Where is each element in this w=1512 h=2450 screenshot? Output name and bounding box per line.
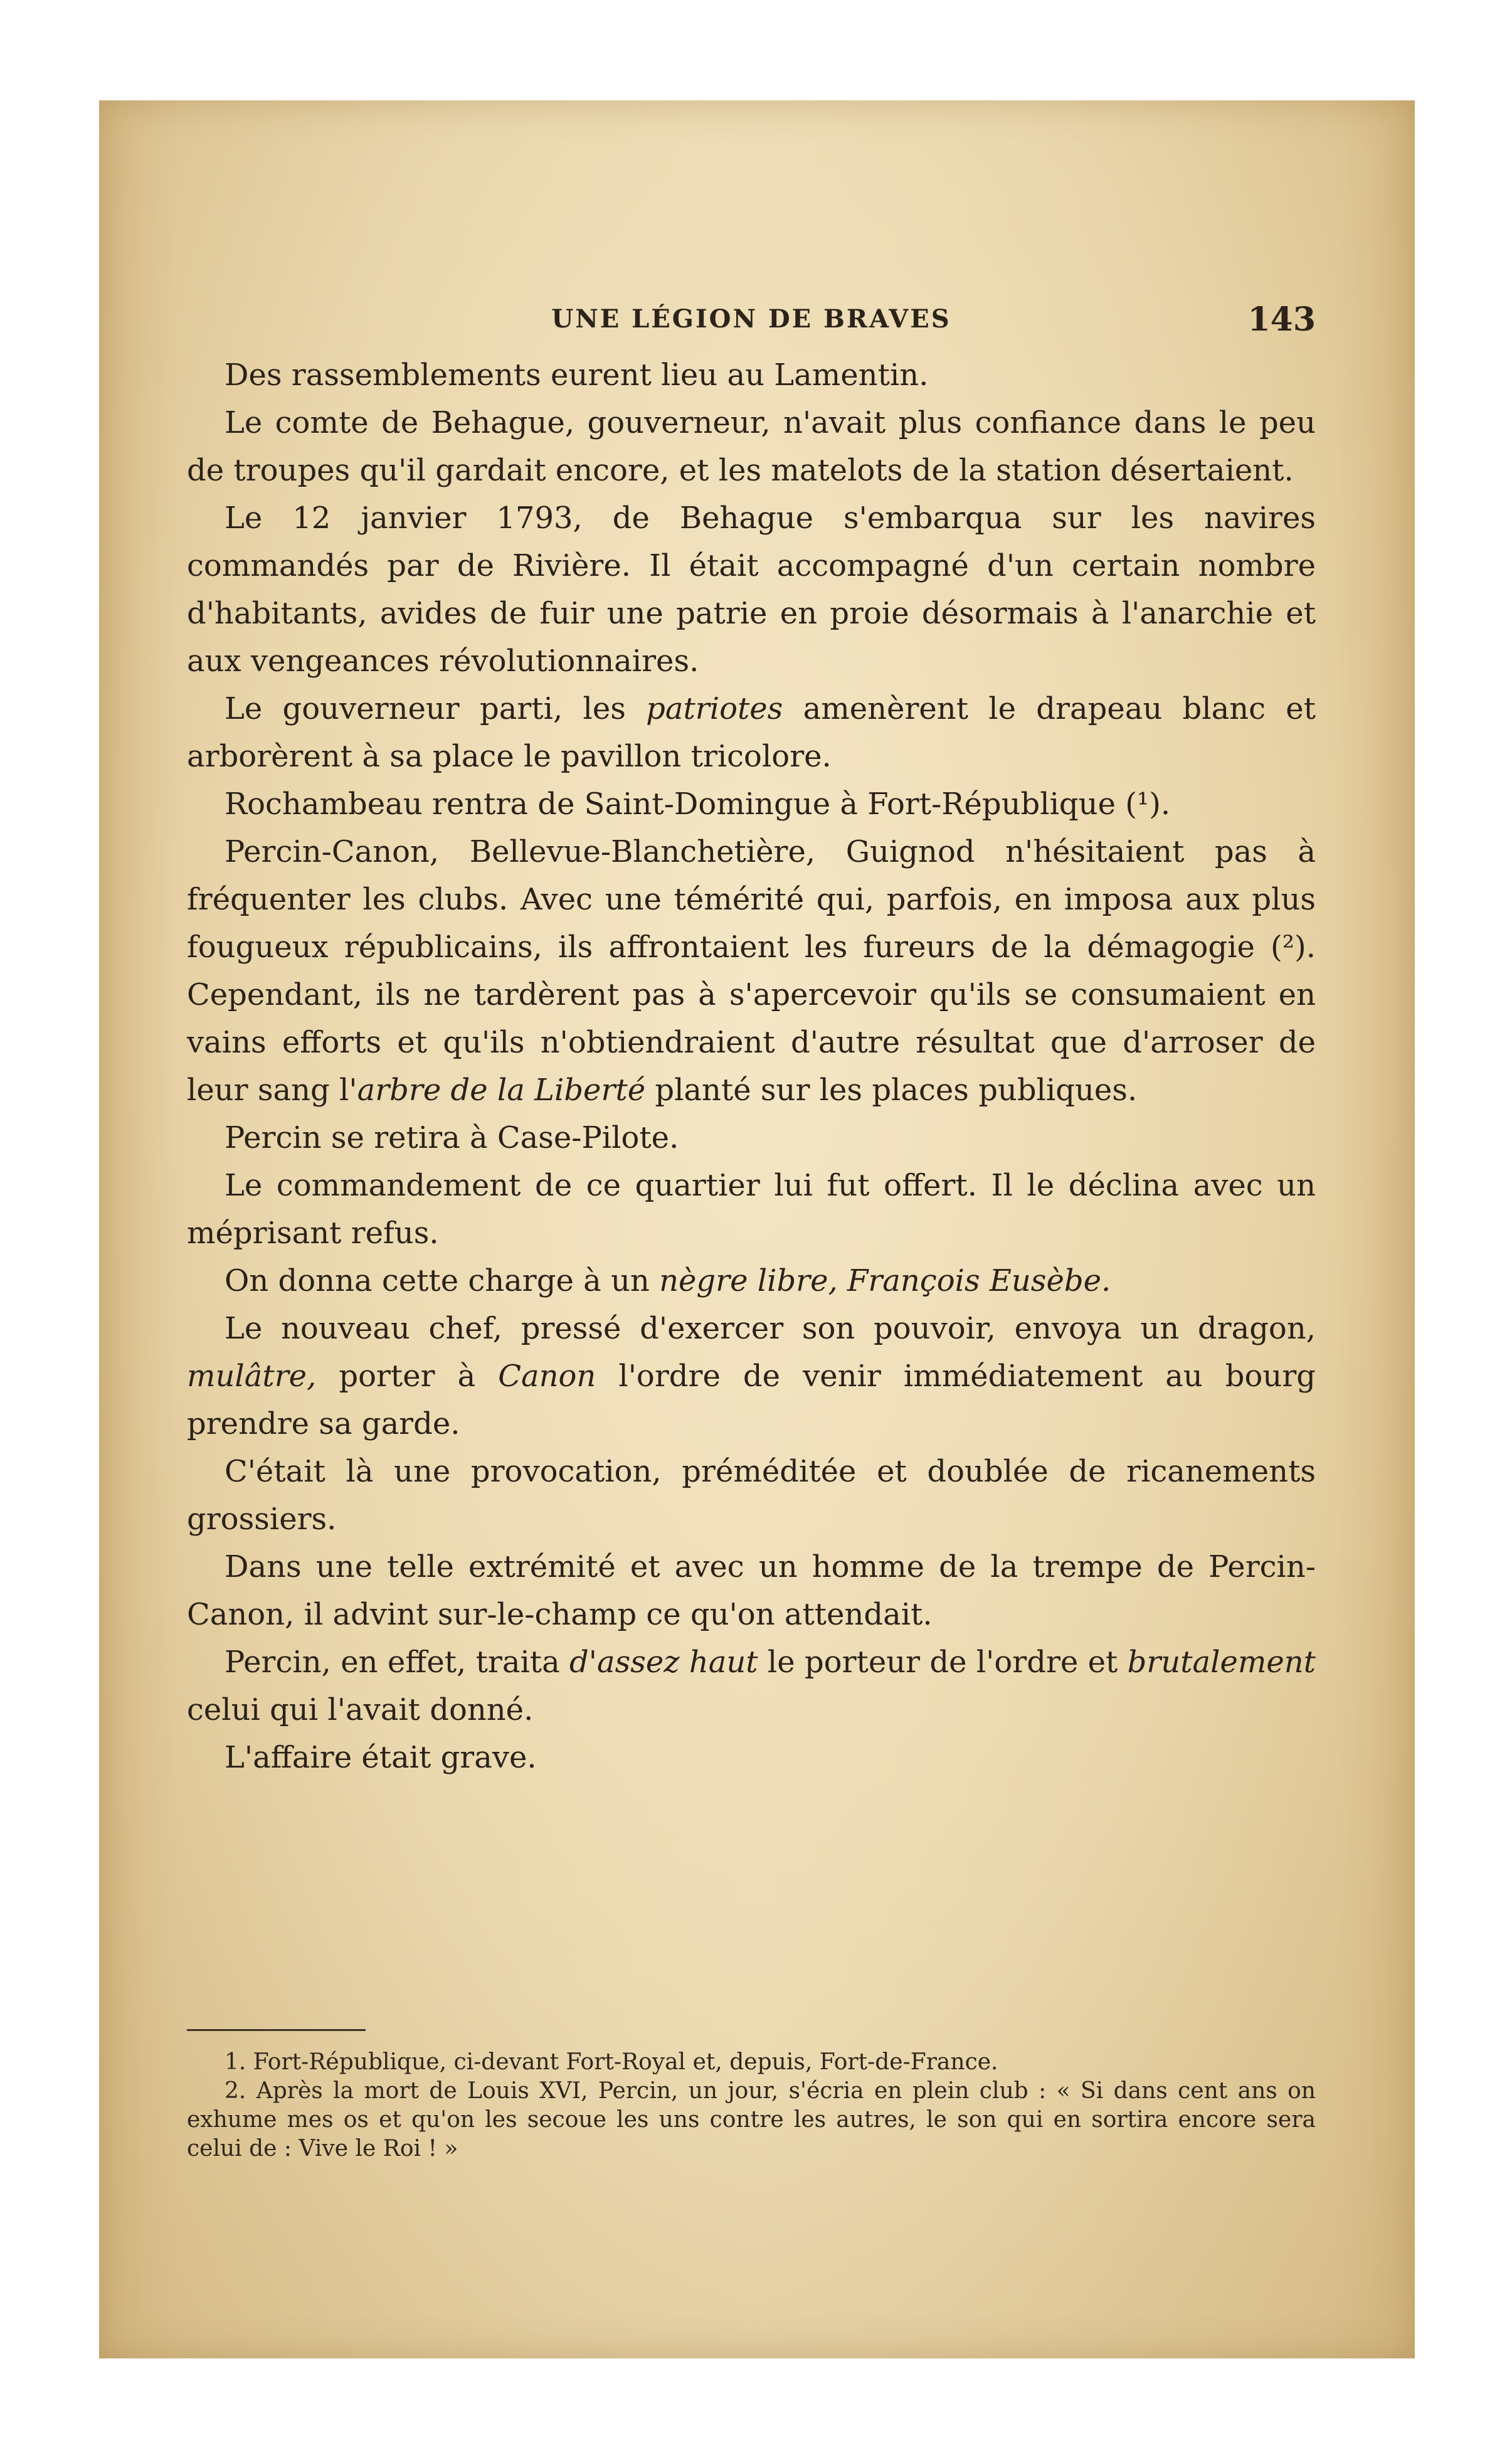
page-number: 143: [1247, 300, 1316, 339]
paragraph: [187, 828, 1316, 1114]
paragraph: [187, 1638, 1316, 1734]
paragraph: Dans une telle extrémité et avec un homme de la trempe de Percin-Canon, il advint sur-le-champ ce qu'on attendait.: [187, 1549, 1316, 1632]
text-run: celui qui l'avait donné.: [187, 1692, 534, 1727]
paragraph: [187, 685, 1316, 780]
paragraph: Le comte de Behague, gouverneur, n'avait plus confiance dans le peu de troupes qu'il gardait encore, et les matelots de la station désertaient.: [187, 405, 1316, 488]
book-page: [99, 100, 1415, 2358]
text-run: Le nouveau chef, pressé d'exercer son pouvoir, envoya un dragon,: [225, 1311, 1316, 1346]
text-run: planté sur les places publiques.: [645, 1073, 1138, 1108]
paragraph: L'affaire était grave.: [225, 1740, 537, 1775]
paragraph: [187, 1257, 1316, 1305]
text-run: On donna cette charge à un: [225, 1263, 660, 1298]
text-run: Percin-Canon, Bellevue-Blanchetière, Guignod n'hésitaient pas à fréquenter les clubs. Avec une témérité qui, parfois, en imposa aux plus fougueux républicains, ils affrontaient les fureurs de la démagogie (²). Cependant, ils ne tardèrent pas à s'apercevoir qu'ils se consumaient en vains efforts et qu'ils n'obtiendraient d'autre résultat que d'arroser de leur sang l': [187, 834, 1316, 1108]
italic-text: arbre de la Liberté: [357, 1073, 646, 1108]
text-run: amenèrent le drapeau blanc et arborèrent à sa place le pavillon tricolore.: [187, 691, 1316, 774]
italic-text: brutalement: [1127, 1645, 1316, 1680]
paragraph: Des rassemblements eurent lieu au Lamentin.: [225, 358, 929, 393]
italic-text: nègre libre, François Eusèbe.: [659, 1263, 1111, 1298]
paragraph: Rochambeau rentra de Saint-Domingue à Fort-République (¹).: [225, 787, 1171, 822]
italic-text: d'assez haut: [569, 1645, 758, 1680]
text-run: Le gouverneur parti, les: [225, 691, 647, 726]
paragraph: C'était là une provocation, préméditée et doublée de ricanements grossiers.: [187, 1454, 1316, 1537]
text-run: l'ordre de venir immédiatement au bourg prendre sa garde.: [187, 1359, 1316, 1441]
body-text: [187, 351, 1316, 1781]
paragraph: Le 12 janvier 1793, de Behague s'embarqua sur les navires commandés par de Rivière. Il était accompagné d'un certain nombre d'habitants, avides de fuir une patrie en proie désormais à l'anarchie et aux vengeances révolutionnaires.: [187, 501, 1316, 679]
footnote-2: 2. Après la mort de Louis XVI, Percin, un jour, s'écria en plein club : « Si dans cent ans on exhume mes os et qu'on les secoue les uns contre les autres, le son qui en sortira encore sera celui de : Vive le Roi ! »: [187, 2078, 1316, 2161]
paragraph: [187, 1305, 1316, 1448]
text-run: porter à: [316, 1359, 499, 1394]
footnotes: [187, 2048, 1316, 2163]
italic-text: mulâtre,: [187, 1359, 317, 1394]
paragraph: Percin se retira à Case-Pilote.: [225, 1120, 679, 1155]
footnote-1: 1. Fort-République, ci-devant Fort-Royal et, depuis, Fort-de-France.: [225, 2049, 998, 2075]
text-run: Percin, en effet, traita: [225, 1645, 570, 1680]
running-title: UNE LÉGION DE BRAVES: [551, 304, 951, 334]
text-run: le porteur de l'ordre et: [758, 1645, 1128, 1680]
italic-text: patriotes: [646, 691, 783, 726]
italic-text: Canon: [498, 1359, 596, 1394]
page-header: [187, 300, 1316, 348]
footnote-rule: [187, 2029, 366, 2031]
paragraph: Le commandement de ce quartier lui fut offert. Il le déclina avec un méprisant refus.: [187, 1168, 1316, 1251]
